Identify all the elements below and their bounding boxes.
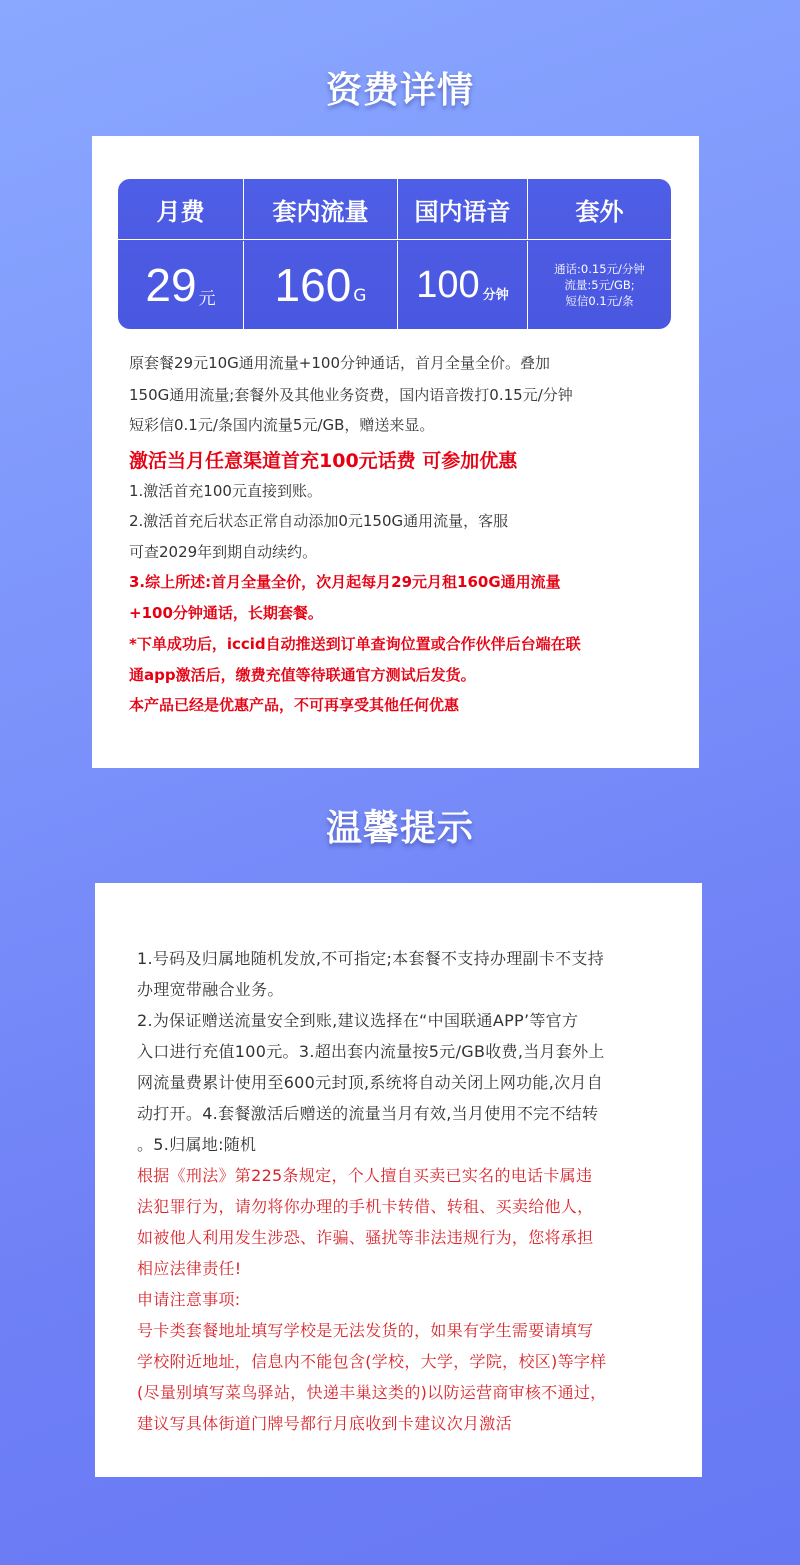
tip-line: 2.为保证赠送流量安全到账,建议选择在“中国联通APP’等官方 (137, 1011, 579, 1030)
section-title-tips: 温馨提示 (325, 808, 474, 849)
price-table (118, 179, 671, 329)
legal-warning-line: 根据《刑法》第225条规定，个人擅自买卖已实名的电话卡属违 (137, 1166, 593, 1185)
order-note-line: *下单成功后，iccid自动推送到订单查询位置或合作伙伴后台端在联 (129, 635, 581, 653)
data-value: 160 (274, 259, 352, 311)
section-title-fees: 资费详情 (325, 70, 474, 111)
tips-card (95, 883, 702, 1477)
price-table-header (118, 179, 671, 240)
tip-line: 入口进行充值100元。3.超出套内流量按5元/GB收费,当月套外上 (137, 1042, 605, 1061)
legal-warning-line: 相应法律责任! (137, 1259, 242, 1278)
voice-cell (398, 241, 528, 329)
summary-line: +100分钟通话，长期套餐。 (129, 604, 323, 622)
application-note-line: 建议写具体街道门牌号都行月底收到卡建议次月激活 (137, 1414, 512, 1433)
monthly-fee-value: 29 (145, 259, 197, 311)
application-notes-heading: 申请注意事项: (137, 1290, 241, 1309)
promo-headline: 激活当月任意渠道首充100元话费 可参加优惠 (129, 450, 518, 472)
header-monthly-fee: 月费 (118, 179, 244, 239)
fee-line: 可查2029年到期自动续约。 (129, 543, 318, 561)
application-note-line: 号卡类套餐地址填写学校是无法发货的，如果有学生需要请填写 (137, 1321, 594, 1340)
discount-note: 本产品已经是优惠产品，不可再享受其他任何优惠 (129, 696, 460, 714)
fee-details-card (92, 136, 699, 768)
extra-rates-cell (528, 241, 671, 329)
monthly-fee-unit: 元 (198, 288, 216, 309)
header-voice: 国内语音 (398, 179, 528, 239)
tip-line: 办理宽带融合业务。 (137, 980, 284, 999)
legal-warning-line: 如被他人利用发生涉恐、诈骗、骚扰等非法违规行为，您将承担 (137, 1228, 594, 1247)
voice-unit: 分钟 (482, 287, 509, 303)
extra-rate-sms: 短信0.1元/条 (565, 294, 634, 308)
extra-rate-call: 通话:0.15元/分钟 (554, 262, 645, 276)
order-note-line: 通app激活后，缴费充值等待联通官方测试后发货。 (129, 666, 476, 684)
fee-line: 短彩信0.1元/条国内流量5元/GB，赠送来显。 (129, 416, 435, 434)
monthly-fee-cell (118, 241, 244, 329)
fee-line: 150G通用流量;套餐外及其他业务资费，国内语音拨打0.15元/分钟 (129, 386, 573, 404)
price-table-values (118, 241, 671, 329)
fee-line: 原套餐29元10G通用流量+100分钟通话，首月全量全价。叠加 (129, 354, 550, 372)
data-cell (244, 241, 398, 329)
tip-line: 动打开。4.套餐激活后赠送的流量当月有效,当月使用不完不结转 (137, 1104, 599, 1123)
summary-line: 3.综上所述:首月全量全价，次月起每月29元月租160G通用流量 (129, 573, 561, 591)
voice-value: 100 (416, 263, 480, 306)
application-note-line: 学校附近地址，信息内不能包含(学校，大学，学院，校区)等字样 (137, 1352, 607, 1371)
tip-line: 1.号码及归属地随机发放,不可指定;本套餐不支持办理副卡不支持 (137, 949, 605, 968)
tip-line: 。5.归属地:随机 (137, 1135, 257, 1154)
header-data: 套内流量 (244, 179, 398, 239)
extra-rate-data: 流量:5元/GB; (564, 278, 635, 292)
header-extra: 套外 (575, 197, 624, 226)
data-unit: G (353, 286, 367, 306)
fee-line: 2.激活首充后状态正常自动添加0元150G通用流量，客服 (129, 512, 509, 530)
fee-line: 1.激活首充100元直接到账。 (129, 482, 322, 500)
tip-line: 网流量费累计使用至600元封顶,系统将自动关闭上网功能,次月自 (137, 1073, 604, 1092)
legal-warning-line: 法犯罪行为，请勿将你办理的手机卡转借、转租、买卖给他人， (137, 1197, 594, 1216)
application-note-line: (尽量别填写菜鸟驿站，快递丰巢这类的)以防运营商审核不通过， (137, 1383, 607, 1402)
